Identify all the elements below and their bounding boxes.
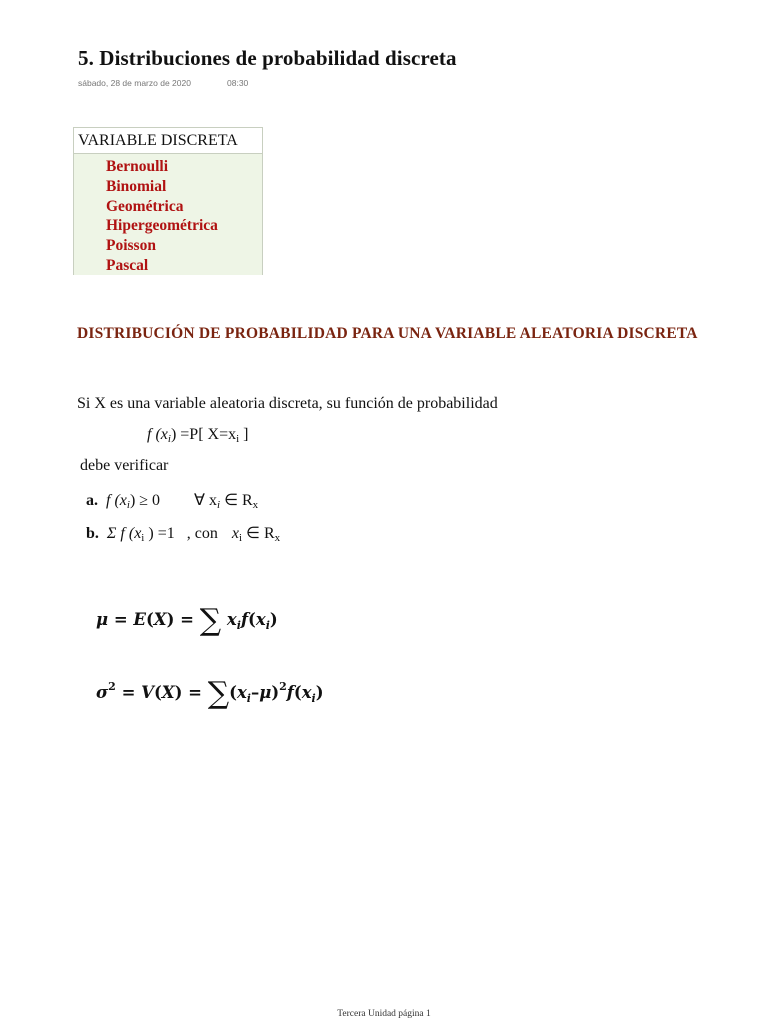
variance-formula: $\sigma^2 = V(X) = \sum(x_i-\mu)^2f(x_i)$ <box>96 676 324 711</box>
variable-table <box>73 127 263 275</box>
list-item: Bernoulli <box>106 158 169 175</box>
list-item: Hipergeométrica <box>106 217 218 235</box>
variable-table-body <box>74 154 262 275</box>
variable-table-header: VARIABLE DISCRETA <box>74 128 262 154</box>
list-item: Geométrica <box>106 197 184 215</box>
list-item: Poisson <box>106 237 156 255</box>
page-title: 5. Distribuciones de probabilidad discreta <box>78 46 457 70</box>
mean-formula: μ = E(X) = ∑ $x_if(x_i)$ <box>96 603 278 638</box>
section-heading: DISTRIBUCIÓN DE PROBABILIDAD PARA UNA VARIABLE ALEATORIA DISCRETA <box>77 325 698 342</box>
page-time: 08:30 <box>227 78 249 88</box>
intro-text: Si X es una variable aleatoria discreta, su función de probabilidad <box>77 395 498 412</box>
list-item: Binomial <box>106 177 167 195</box>
page-date: sábado, 28 de marzo de 2020 <box>78 78 191 88</box>
probability-function-definition: f $(x_i) =P$[ $X=x_i$ ] <box>147 426 249 445</box>
verify-text: debe verificar <box>80 457 169 474</box>
condition-a: a. f $(x_i) \ge 0$ ∀ $x_i$ ∈ $R_x$ <box>86 492 259 511</box>
summation-symbol: ∑ <box>207 676 230 711</box>
condition-b: b. Σ f ($x_i$ ) =1 , con $x_i$ ∈ $R_x$ <box>86 525 281 544</box>
page-footer: Tercera Unidad página 1 <box>337 1009 431 1019</box>
summation-symbol: ∑ <box>199 603 222 638</box>
list-item: Pascal <box>106 256 149 274</box>
